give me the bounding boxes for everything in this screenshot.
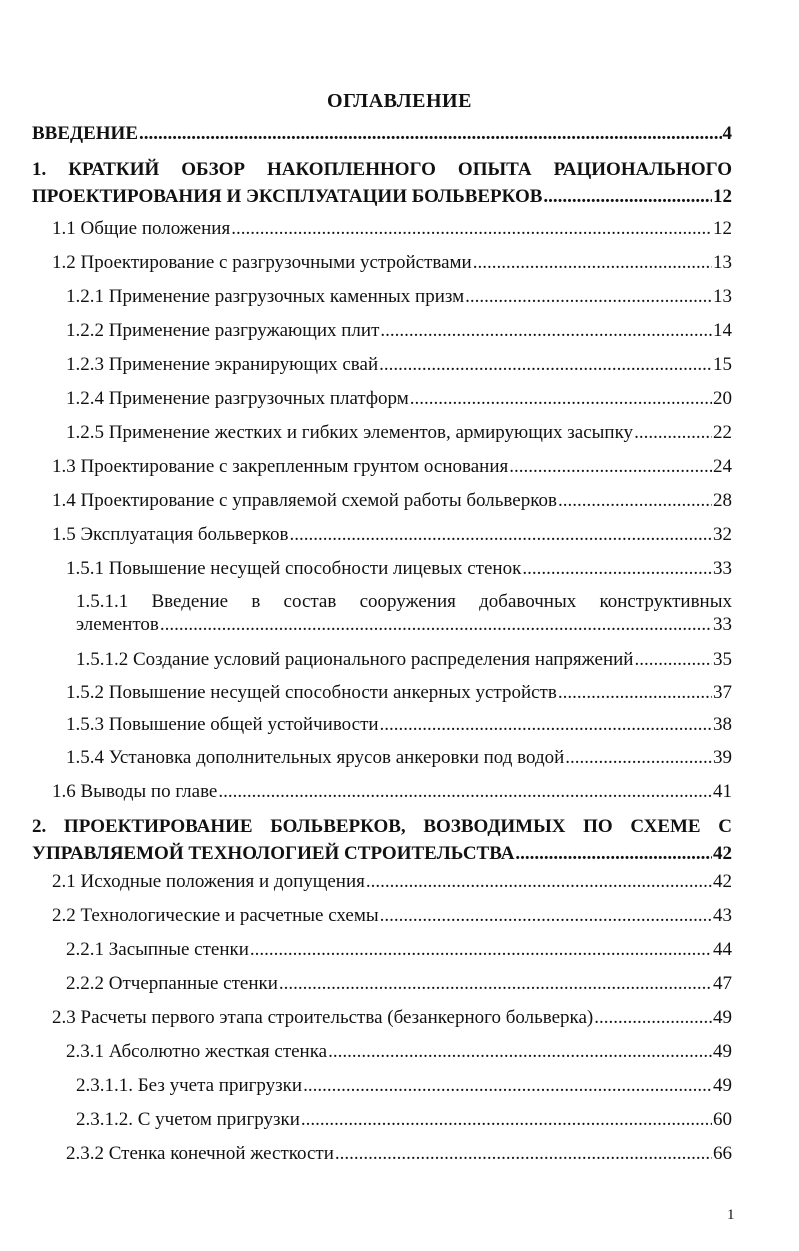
toc-entry-1-5-4[interactable] <box>66 746 732 770</box>
toc-page-number: 49 <box>713 1007 732 1028</box>
toc-page-number: 49 <box>713 1041 732 1062</box>
leader-dots <box>139 122 722 146</box>
toc-entry-1-2-3[interactable] <box>66 353 732 377</box>
toc-entry-label: 2.2.1 Засыпные стенки <box>66 939 249 960</box>
toc-entry-label-line-1: 1. КРАТКИЙ ОБЗОР НАКОПЛЕННОГО ОПЫТА РАЦИОНАЛЬНОГО <box>32 159 732 180</box>
toc-page-number: 4 <box>722 123 732 144</box>
leader-dots <box>473 251 712 275</box>
toc-entry-label: 2.3.2 Стенка конечной жесткости <box>66 1143 334 1164</box>
toc-entry-1-5[interactable] <box>52 523 732 547</box>
toc-page-number: 49 <box>713 1075 732 1096</box>
toc-entry-label: 1.4 Проектирование с управляемой схемой работы больверков <box>52 490 557 511</box>
toc-entry-1-2-5[interactable] <box>66 421 732 445</box>
toc-page-number: 47 <box>713 973 732 994</box>
toc-entry-label: 2.2 Технологические и расчетные схемы <box>52 905 379 926</box>
toc-page-number: 32 <box>713 524 732 545</box>
toc-entry-label: 1.5.1 Повышение несущей способности лицевых стенок <box>66 558 522 579</box>
leader-dots <box>634 648 712 672</box>
leader-dots <box>366 870 712 894</box>
toc-entry-2-3-1-2[interactable] <box>76 1108 732 1132</box>
toc-entry-1-2-2[interactable] <box>66 319 732 343</box>
toc-entry-label: 1.2.5 Применение жестких и гибких элементов, армирующих засыпку <box>66 422 634 443</box>
leader-dots <box>509 455 712 479</box>
page-number: 1 <box>727 1207 735 1223</box>
toc-page-number: 14 <box>713 320 732 341</box>
toc-page-number: 42 <box>713 843 732 864</box>
toc-entry-label: 1.5.3 Повышение общей устойчивости <box>66 714 379 735</box>
toc-page-number: 66 <box>713 1143 732 1164</box>
leader-dots <box>465 285 712 309</box>
toc-entry-label: 2.1 Исходные положения и допущения <box>52 871 365 892</box>
toc-entry-1-5-1-2[interactable] <box>76 648 732 672</box>
toc-entry-1-6[interactable] <box>52 780 732 804</box>
toc-entry-1-2-1[interactable] <box>66 285 732 309</box>
toc-entry-label: 1.2.2 Применение разгружающих плит <box>66 320 380 341</box>
toc-entry-1-5-3[interactable] <box>66 713 732 737</box>
toc-entry-label: 1.2 Проектирование с разгрузочными устройствами <box>52 252 472 273</box>
leader-dots <box>160 613 712 636</box>
toc-entry-1-5-2[interactable] <box>66 681 732 705</box>
toc-page-number: 39 <box>713 747 732 768</box>
leader-dots <box>565 746 712 770</box>
toc-entry-1-2[interactable] <box>52 251 732 275</box>
toc-entry-label-line-1: 2. ПРОЕКТИРОВАНИЕ БОЛЬВЕРКОВ, ВОЗВОДИМЫХ ПО СХЕМЕ С <box>32 816 732 837</box>
toc-entry-2-3-2[interactable] <box>66 1142 732 1166</box>
toc-page-number: 20 <box>713 388 732 409</box>
leader-dots <box>328 1040 712 1064</box>
leader-dots <box>380 319 712 343</box>
toc-entry-label: 1.2.3 Применение экранирующих свай <box>66 354 379 375</box>
toc-entry-1-3[interactable] <box>52 455 732 479</box>
toc-entry-chapter-2[interactable] <box>32 813 732 867</box>
toc-entry-label-line-2: элементов <box>76 614 159 635</box>
leader-dots <box>515 840 712 867</box>
toc-entry-label: 1.2.1 Применение разгрузочных каменных призм <box>66 286 465 307</box>
toc-entry-label: 2.2.2 Отчерпанные стенки <box>66 973 278 994</box>
toc-entry-label: 1.2.4 Применение разгрузочных платформ <box>66 388 409 409</box>
toc-entry-label: 1.1 Общие положения <box>52 218 231 239</box>
leader-dots <box>250 938 712 962</box>
leader-dots <box>231 217 712 241</box>
toc-entry-2-1[interactable] <box>52 870 732 894</box>
toc-page-number: 38 <box>713 714 732 735</box>
toc-title: ОГЛАВЛЕНИЕ <box>327 90 472 112</box>
toc-entry-2-3-1[interactable] <box>66 1040 732 1064</box>
toc-page-number: 13 <box>713 286 732 307</box>
leader-dots <box>301 1108 712 1132</box>
toc-page-number: 22 <box>713 422 732 443</box>
toc-page-number: 44 <box>713 939 732 960</box>
leader-dots <box>543 183 712 210</box>
leader-dots <box>379 353 712 377</box>
toc-page-number: 33 <box>713 614 732 635</box>
toc-entry-label-line-2: УПРАВЛЯЕМОЙ ТЕХНОЛОГИЕЙ СТРОИТЕЛЬСТВА <box>32 843 515 864</box>
toc-entry-label-line-1: 1.5.1.1 Введение в состав сооружения добавочных конструктивных <box>76 591 732 612</box>
toc-entry-2-3[interactable] <box>52 1006 732 1030</box>
toc-entry-2-2-2[interactable] <box>66 972 732 996</box>
leader-dots <box>289 523 712 547</box>
toc-entry-label: 2.3.1 Абсолютно жесткая стенка <box>66 1041 328 1062</box>
toc-entry-introduction[interactable] <box>32 122 732 146</box>
toc-entry-1-1[interactable] <box>52 217 732 241</box>
toc-entry-label: 1.3 Проектирование с закрепленным грунтом основания <box>52 456 509 477</box>
toc-entry-label: 2.3.1.2. С учетом пригрузки <box>76 1109 300 1130</box>
leader-dots <box>380 713 712 737</box>
leader-dots <box>594 1006 712 1030</box>
toc-page-number: 13 <box>713 252 732 273</box>
toc-page-number: 12 <box>713 218 732 239</box>
toc-entry-1-5-1-1[interactable] <box>76 590 732 636</box>
leader-dots <box>558 681 712 705</box>
toc-page-number: 15 <box>713 354 732 375</box>
toc-page-number: 35 <box>713 649 732 670</box>
toc-entry-label: 2.3 Расчеты первого этапа строительства (безанкерного больверка) <box>52 1007 594 1028</box>
toc-page-number: 37 <box>713 682 732 703</box>
toc-entry-label: 1.6 Выводы по главе <box>52 781 218 802</box>
toc-page-number: 42 <box>713 871 732 892</box>
toc-page-number: 41 <box>713 781 732 802</box>
toc-entry-label: 1.5 Эксплуатация больверков <box>52 524 289 545</box>
leader-dots <box>522 557 712 581</box>
leader-dots <box>279 972 712 996</box>
toc-page-number: 33 <box>713 558 732 579</box>
toc-page-number: 12 <box>713 186 732 207</box>
toc-entry-2-2-1[interactable] <box>66 938 732 962</box>
toc-entry-label: 1.5.1.2 Создание условий рационального распределения напряжений <box>76 649 634 670</box>
leader-dots <box>218 780 712 804</box>
toc-entry-1-5-1[interactable] <box>66 557 732 581</box>
toc-entry-label: ВВЕДЕНИЕ <box>32 123 138 144</box>
toc-entry-label: 1.5.2 Повышение несущей способности анкерных устройств <box>66 682 557 703</box>
toc-page-number: 24 <box>713 456 732 477</box>
toc-entry-label-line-2: ПРОЕКТИРОВАНИЯ И ЭКСПЛУАТАЦИИ БОЛЬВЕРКОВ <box>32 186 543 207</box>
leader-dots <box>410 387 712 411</box>
leader-dots <box>380 904 712 928</box>
leader-dots <box>634 421 712 445</box>
leader-dots <box>335 1142 712 1166</box>
toc-page-number: 43 <box>713 905 732 926</box>
toc-page-number: 28 <box>713 490 732 511</box>
leader-dots <box>558 489 712 513</box>
toc-entry-1-2-4[interactable] <box>66 387 732 411</box>
toc-entry-label: 1.5.4 Установка дополнительных ярусов анкеровки под водой <box>66 747 565 768</box>
toc-entry-2-3-1-1[interactable] <box>76 1074 732 1098</box>
toc-page-number: 60 <box>713 1109 732 1130</box>
toc-entry-2-2[interactable] <box>52 904 732 928</box>
toc-entry-1-4[interactable] <box>52 489 732 513</box>
leader-dots <box>303 1074 712 1098</box>
toc-entry-label: 2.3.1.1. Без учета пригрузки <box>76 1075 303 1096</box>
toc-entry-chapter-1[interactable] <box>32 156 732 210</box>
